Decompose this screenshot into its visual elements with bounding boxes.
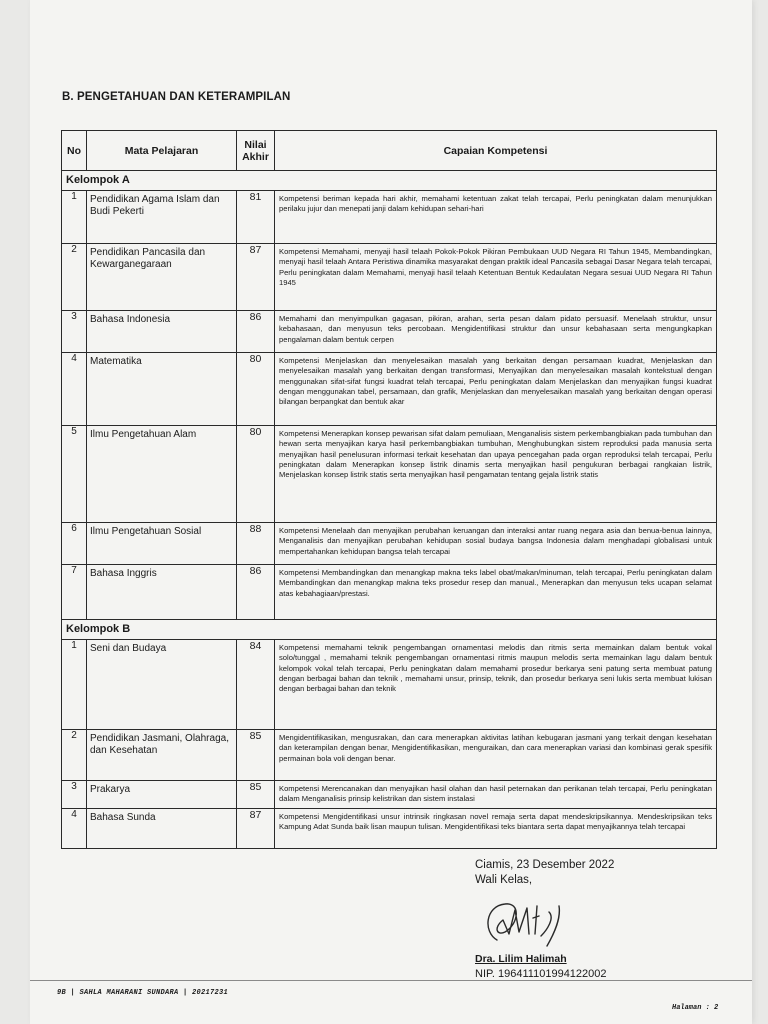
competency-text: Kompetensi Memahami, menyaji hasil telaah Pokok-Pokok Pikiran Pembukaan UUD Negara RI Tahun 1945, Membandingkan, menyaji hasil telaah Antara Peristiwa dinamika masyarakat dengan praktik ideal Pancasila sebagai Dasar Negara telah tercapai, Perlu peningkatan dalam Memahami, menyaji hasil telaah Ketentuan Bentuk Kedaulatan Negara sesuai UUD Negara RI Tahun 1945 (275, 244, 717, 311)
table-row (62, 523, 717, 565)
final-score: 80 (237, 426, 275, 523)
final-score: 86 (237, 565, 275, 620)
row-number: 5 (62, 426, 87, 523)
subject-name: Bahasa Indonesia (87, 311, 237, 353)
row-number: 3 (62, 311, 87, 353)
table-row (62, 730, 717, 781)
header-mapel: Mata Pelajaran (87, 131, 237, 171)
final-score: 85 (237, 730, 275, 781)
final-score: 88 (237, 523, 275, 565)
final-score: 87 (237, 808, 275, 848)
competency-text: Kompetensi Menjelaskan dan menyelesaikan masalah yang berkaitan dengan persamaan kuadrat, Menjelaskan dan menyelesaikan masalah yang berkaitan dengan transformasi, Menyajikan dan menyelesaikan masalah kontekstual dengan menggunakan sifat-sifat fungsi kuadrat telah tercapai, Perlu peningkatan dalam Menjelaskan dan menyajikan fungsi kuadrat dengan menggunakan tabel, persamaan, dan grafik, Menjelaskan dan menyelesaikan masalah yang berkaitan dengan operasi bilangan berpangkat dan bentuk akar (275, 353, 717, 426)
table-row (62, 244, 717, 311)
row-number: 3 (62, 781, 87, 809)
competency-text: Kompetensi Merencanakan dan menyajikan hasil olahan dan hasil peternakan dan perikanan telah tercapai, Perlu peningkatan dalam Menganalisis prinsip kelistrikan dan sistem instalasi (275, 781, 717, 809)
header-capaian: Capaian Kompetensi (275, 131, 717, 171)
row-number: 1 (62, 640, 87, 730)
row-number: 7 (62, 565, 87, 620)
group-label: Kelompok B (62, 620, 717, 640)
table-row (62, 191, 717, 244)
competency-text: Mengidentifikasikan, mengusrakan, dan cara menerapkan aktivitas latihan kebugaran jasmani yang terkait dengan kesehatan dan keterampilan dengan benar, Mengidentifikasikan, menguraikan, dan cara menerapkan variasi dan kombinasi gerak spesifik permainan bola voli dengan benar. (275, 730, 717, 781)
competency-text: Kompetensi Menelaah dan menyajikan perubahan keruangan dan interaksi antar ruang negara asia dan benua-benua lainnya, Menganalisis dan menyajikan perubahan kehidupan sosial budaya bangsa Indonesia dalam menghadapi globalisasi untuk mempertahankan kehidupan bangsa telah tercapai (275, 523, 717, 565)
subject-name: Pendidikan Jasmani, Olahraga, dan Kesehatan (87, 730, 237, 781)
table-row (62, 426, 717, 523)
row-number: 1 (62, 191, 87, 244)
competency-text: Kompetensi Membandingkan dan menangkap makna teks label obat/makan/minuman, telah tercapai, Perlu peningkatan dalam Membandingkan dan menangkap makna teks prosedur resep dan manual., Menerapkan dan menyusun teks ucapan selamat atas kebahagiaan/prestasi. (275, 565, 717, 620)
final-score: 81 (237, 191, 275, 244)
competency-text: Memahami dan menyimpulkan gagasan, pikiran, arahan, serta pesan dalam pidato persuasif. Menelaah struktur, unsur kebahasaan, dan menyusun teks percobaan. Mengidentifikasi struktur dan unsur kebahasaan serta mengungkapkan pengalaman dalam bentuk cerpen (275, 311, 717, 353)
competency-text: Kompetensi memahami teknik pengembangan ornamentasi melodis dan ritmis serta memainkan dalam bentuk vokal solo/tunggal , memahami teknik pengembangan ornamentasi ritmis maupun melodis serta memainkan lagu dalam bentuk kelompok vokal telah tercapai, Perlu peningkatan dalam memahami prosedur berkarya seni patung serta membuat patung dengan berbagai bahan dan teknik , memahami unsur, prinsip, teknik, dan prosedur berkarya seni lukis serta membuat lukisan dengan berbagai bahan dan teknik (275, 640, 717, 730)
signer-name: Dra. Lilim Halimah (475, 953, 567, 965)
signer-role: Wali Kelas, (475, 874, 533, 886)
table-row (62, 565, 717, 620)
row-number: 2 (62, 730, 87, 781)
subject-name: Seni dan Budaya (87, 640, 237, 730)
signer-nip: NIP. 196411101994122002 (475, 968, 607, 980)
table-row (62, 781, 717, 809)
row-number: 6 (62, 523, 87, 565)
subject-name: Matematika (87, 353, 237, 426)
final-score: 86 (237, 311, 275, 353)
competency-text: Kompetensi beriman kepada hari akhir, memahami ketentuan zakat telah tercapai, Perlu peningkatan dalam menunjukkan perilaku jujur dan menepati janji dalam kehidupan sehari-hari (275, 191, 717, 244)
subject-name: Pendidikan Agama Islam dan Budi Pekerti (87, 191, 237, 244)
handwritten-signature (475, 888, 605, 958)
subject-name: Ilmu Pengetahuan Alam (87, 426, 237, 523)
grades-table (61, 130, 717, 849)
competency-text: Kompetensi Mengidentifikasi unsur intrinsik ringkasan novel remaja serta dapat mendeskripsikannya. Mendeskripsikan teks Kampung Adat Sunda baik lisan maupun tulisan. Mengidentifikasi teks biantara serta dapat menyajikannya telah tercapai (275, 808, 717, 848)
table-row (62, 353, 717, 426)
table-row (62, 311, 717, 353)
group-label: Kelompok A (62, 171, 717, 191)
header-nilai: Nilai Akhir (237, 131, 275, 171)
subject-name: Ilmu Pengetahuan Sosial (87, 523, 237, 565)
subject-name: Bahasa Sunda (87, 808, 237, 848)
final-score: 84 (237, 640, 275, 730)
subject-name: Prakarya (87, 781, 237, 809)
final-score: 85 (237, 781, 275, 809)
table-row (62, 640, 717, 730)
final-score: 80 (237, 353, 275, 426)
section-title: B. PENGETAHUAN DAN KETERAMPILAN (62, 91, 291, 103)
row-number: 4 (62, 808, 87, 848)
header-no: No (62, 131, 87, 171)
row-number: 4 (62, 353, 87, 426)
table-row (62, 808, 717, 848)
signature-block (475, 858, 614, 982)
subject-name: Bahasa Inggris (87, 565, 237, 620)
final-score: 87 (237, 244, 275, 311)
footer-page-number: Halaman : 2 (672, 1004, 719, 1012)
place-date: Ciamis, 23 Desember 2022 (475, 859, 615, 871)
footer-divider (30, 980, 752, 981)
row-number: 2 (62, 244, 87, 311)
subject-name: Pendidikan Pancasila dan Kewarganegaraan (87, 244, 237, 311)
footer-student-info: 9B | SAHLA MAHARANI SUNDARA | 20217231 (57, 989, 229, 997)
competency-text: Kompetensi Menerapkan konsep pewarisan sifat dalam pemuliaan, Menganalisis sistem perkembangbiakan pada tumbuhan dan hewan serta menyajikan karya hasil perkembangbiakan tumbuhan, Menghubungkan sistem reproduksi pada manusia serta menyajikan hasil penelusuran informasi terkait kesehatan dan upaya pencegahan pada organ reproduksi telah tercapai, Perlu peningkatan dalam Menerapkan konsep listrik dinamis serta menyajikan hasil pengukuran berbagai rangkaian listrik, Menjelaskan konsep listrik statis serta menyajikan hasil pengamatan tentang gejala listrik statis (275, 426, 717, 523)
